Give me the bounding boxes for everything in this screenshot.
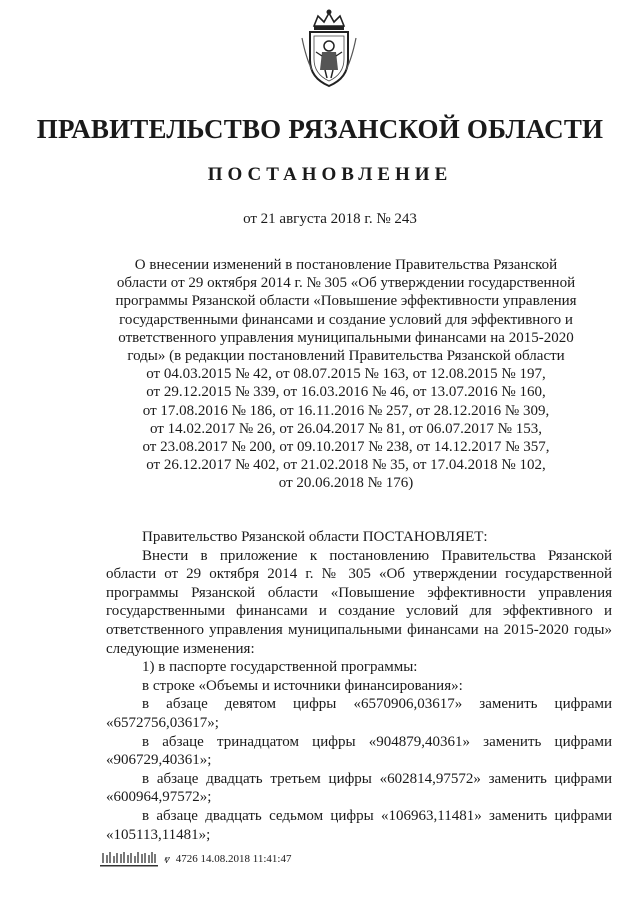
change-line: в абзаце тринадцатом цифры «904879,40361» заменить цифрами	[142, 733, 612, 750]
subject-line: программы Рязанской области «Повышение эффективности управления	[115, 293, 577, 310]
subject-line: государственными финансами и создание условий для эффективного и	[119, 311, 573, 328]
subject-line: от 20.06.2018 № 176)	[278, 475, 414, 492]
barcode-icon	[100, 849, 158, 869]
document-date-number: от 21 августа 2018 г. № 243	[243, 211, 417, 227]
change-line: в абзаце двадцать седьмом цифры «106963,11481» заменить цифрами	[142, 807, 612, 824]
change-value: «6572756,03617»;	[106, 714, 219, 731]
intro-paragraph: Внести в приложение к постановлению Правительства Рязанской области от 29 октября 2014 г. № 305 «Об утверждении государственной программы Рязанской области «Повышение эффективности управления государственными финансами и создание условий для эффективного и ответственного управления муниципальными финансами на 2015-2020 годы» следующие изменения:	[106, 547, 612, 657]
subject-line: от 26.12.2017 № 402, от 21.02.2018 № 35, от 17.04.2018 № 102,	[146, 457, 546, 474]
registration-stamp: 4726 14.08.2018 11:41:47	[175, 853, 292, 865]
subject-line: О внесении изменений в постановление Правительства Рязанской	[134, 257, 558, 273]
subject-line: годы» (в редакции постановлений Правительства Рязанской области	[127, 348, 565, 365]
government-title: ПРАВИТЕЛЬСТВО РЯЗАНСКОЙ ОБЛАСТИ	[36, 114, 604, 144]
change-value: «600964,97572»;	[106, 789, 212, 806]
subject-line: области от 29 октября 2014 г. № 305 «Об утверждении государственной	[116, 275, 576, 292]
change-line: в абзаце девятом цифры «6570906,03617» заменить цифрами	[142, 696, 612, 713]
subject-line: от 04.03.2015 № 42, от 08.07.2015 № 163, от 12.08.2015 № 197,	[146, 366, 546, 383]
subject-line: ответственного управления муниципальными финансами на 2015-2020	[118, 329, 574, 346]
document-subject	[96, 256, 596, 493]
change-value: «906729,40361»;	[106, 752, 212, 769]
subject-line: от 14.02.2017 № 26, от 26.04.2017 № 81, от 06.07.2017 № 153,	[149, 420, 542, 437]
decree-statement: Правительство Рязанской области ПОСТАНОВЛЯЕТ:	[142, 529, 488, 545]
document-type: ПОСТАНОВЛЕНИЕ	[207, 164, 453, 185]
change-line: в абзаце двадцать третьем цифры «602814,97572» заменить цифрами	[142, 770, 612, 787]
subject-line: от 23.08.2017 № 200, от 09.10.2017 № 238, от 14.12.2017 № 357,	[142, 439, 550, 456]
subject-line: от 29.12.2015 № 339, от 16.03.2016 № 46, от 13.07.2016 № 160,	[146, 384, 546, 401]
list-item: 1) в паспорте государственной программы:	[142, 659, 418, 676]
subject-line: от 17.08.2016 № 186, от 16.11.2016 № 257, от 28.12.2016 № 309,	[142, 402, 550, 419]
list-item: в строке «Объемы и источники финансирования»:	[142, 677, 463, 694]
change-value: «105113,11481»;	[106, 826, 211, 843]
registration-footer	[100, 848, 292, 870]
coat-of-arms-icon	[300, 8, 358, 90]
signature-mark-icon: ⱴ	[164, 851, 170, 866]
document-body	[106, 528, 612, 844]
